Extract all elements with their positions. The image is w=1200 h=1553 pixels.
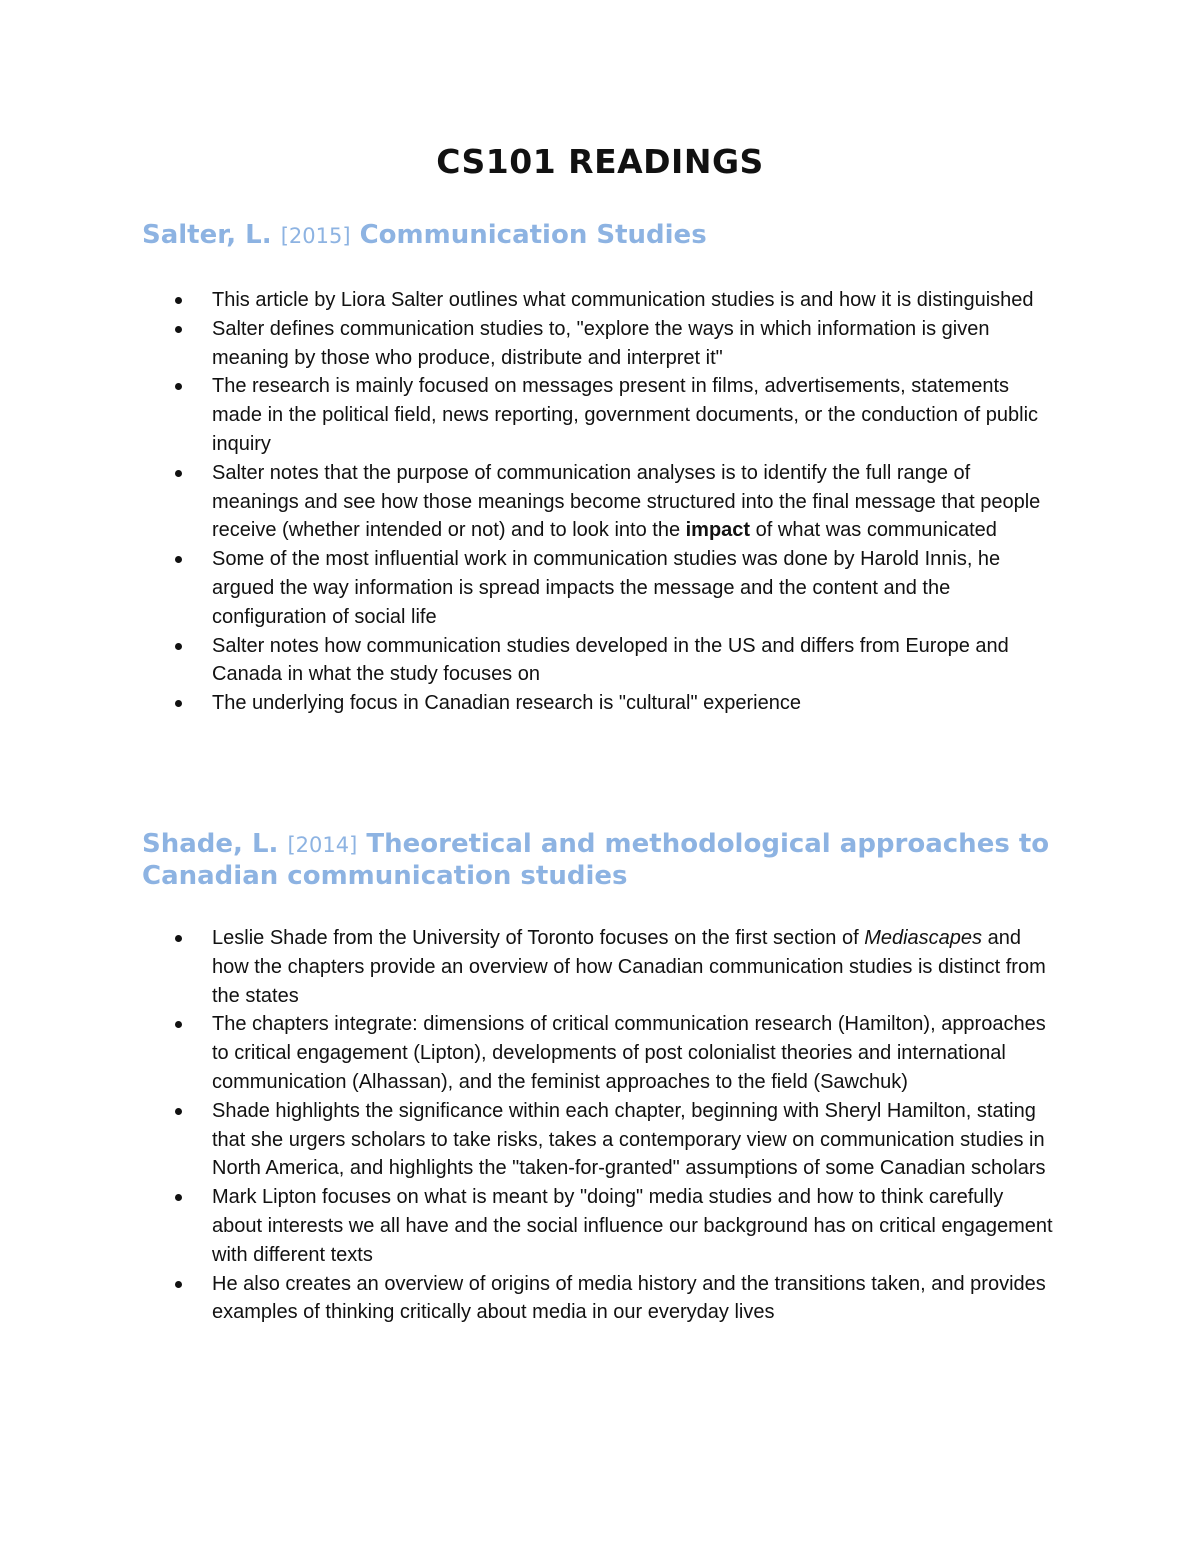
list-item [142, 286, 1054, 315]
list-item [142, 372, 1054, 458]
bullet-icon [175, 383, 182, 390]
section-work-title: Theoretical and methodological approaches to Canadian communication studies [142, 829, 1050, 891]
bullet-icon [175, 1108, 182, 1115]
list-item [142, 1183, 1054, 1269]
list-item-text: Mark Lipton focuses on what is meant by "doing" media studies and how to think carefully about interests we all have and the social influence our background has on critical engagement with different texts [212, 1186, 1053, 1266]
bullet-icon [175, 326, 182, 333]
list-item-text: Salter notes how communication studies developed in the US and differs from Europe and Canada in what the study focuses on [212, 634, 1009, 686]
list-item-text: The research is mainly focused on messages present in films, advertisements, statements made in the political field, news reporting, government documents, or the conduction of public inquiry [212, 375, 1039, 455]
bullet-list-shade [142, 924, 1054, 1327]
document-title: CS101 READINGS [436, 142, 764, 181]
bullet-icon [175, 643, 182, 650]
section-heading-salter [142, 220, 1062, 252]
list-item-text: He also creates an overview of origins of media history and the transitions taken, and provides examples of thinking critically about media in our everyday lives [212, 1272, 1046, 1324]
list-item-text-after: of what was communicated [750, 519, 997, 542]
list-item [142, 632, 1054, 690]
bullet-icon [175, 935, 182, 942]
bullet-icon [175, 297, 182, 304]
list-item [142, 924, 1054, 1010]
section-heading-shade [142, 829, 1062, 892]
list-item-text: This article by Liora Salter outlines what communication studies is and how it is distinguished [212, 289, 1034, 311]
list-item-text: The chapters integrate: dimensions of critical communication research (Hamilton), approaches to critical engagement (Lipton), developments of post colonialist theories and international communication (Alhassan), and the feminist approaches to the field (Sawchuk) [212, 1013, 1046, 1093]
bullet-icon [175, 1021, 182, 1028]
list-item [142, 689, 1054, 718]
list-item-text: Salter defines communication studies to, "explore the ways in which information is given meaning by those who produce, distribute and interpret it" [212, 317, 990, 369]
list-item [142, 1010, 1054, 1096]
list-item-emphasis: impact [685, 519, 751, 542]
section-year: [2014] [287, 833, 358, 857]
list-item [142, 545, 1054, 631]
list-item-text: Some of the most influential work in communication studies was done by Harold Innis, he argued the way information is spread impacts the message and the content and the configuration of social life [212, 548, 1001, 628]
section-work-title: Communication Studies [359, 220, 707, 250]
bullet-icon [175, 1194, 182, 1201]
section-year: [2015] [280, 224, 351, 248]
list-item [142, 315, 1054, 373]
list-item-text-after: and how the chapters provide an overview of how Canadian communication studies is distinct from the states [212, 927, 1046, 1007]
bullet-icon [175, 700, 182, 707]
list-item [142, 1097, 1054, 1183]
list-item [142, 459, 1054, 545]
bullet-icon [175, 556, 182, 563]
bullet-icon [175, 470, 182, 477]
list-item [142, 1270, 1054, 1328]
list-item-text: Shade highlights the significance within each chapter, beginning with Sheryl Hamilton, stating that she urgers scholars to take risks, takes a contemporary view on communication studies in North America, and highlights the "taken-for-granted" assumptions of some Canadian scholars [212, 1099, 1046, 1180]
list-item-book-title: Mediascapes [864, 927, 983, 949]
section-author: Salter, L. [142, 220, 272, 250]
bullet-icon [175, 1281, 182, 1288]
bullet-list-salter [142, 286, 1054, 718]
list-item-text-before: Leslie Shade from the University of Toronto focuses on the first section of [212, 927, 865, 949]
list-item-text: The underlying focus in Canadian research is "cultural" experience [212, 692, 801, 715]
section-author: Shade, L. [142, 829, 279, 859]
list-item-text-before: Salter notes that the purpose of communication analyses is to identify the full range of meanings and see how those meanings become structured into the final message that people receive (whether intended or not) and to look into the [212, 461, 1041, 542]
